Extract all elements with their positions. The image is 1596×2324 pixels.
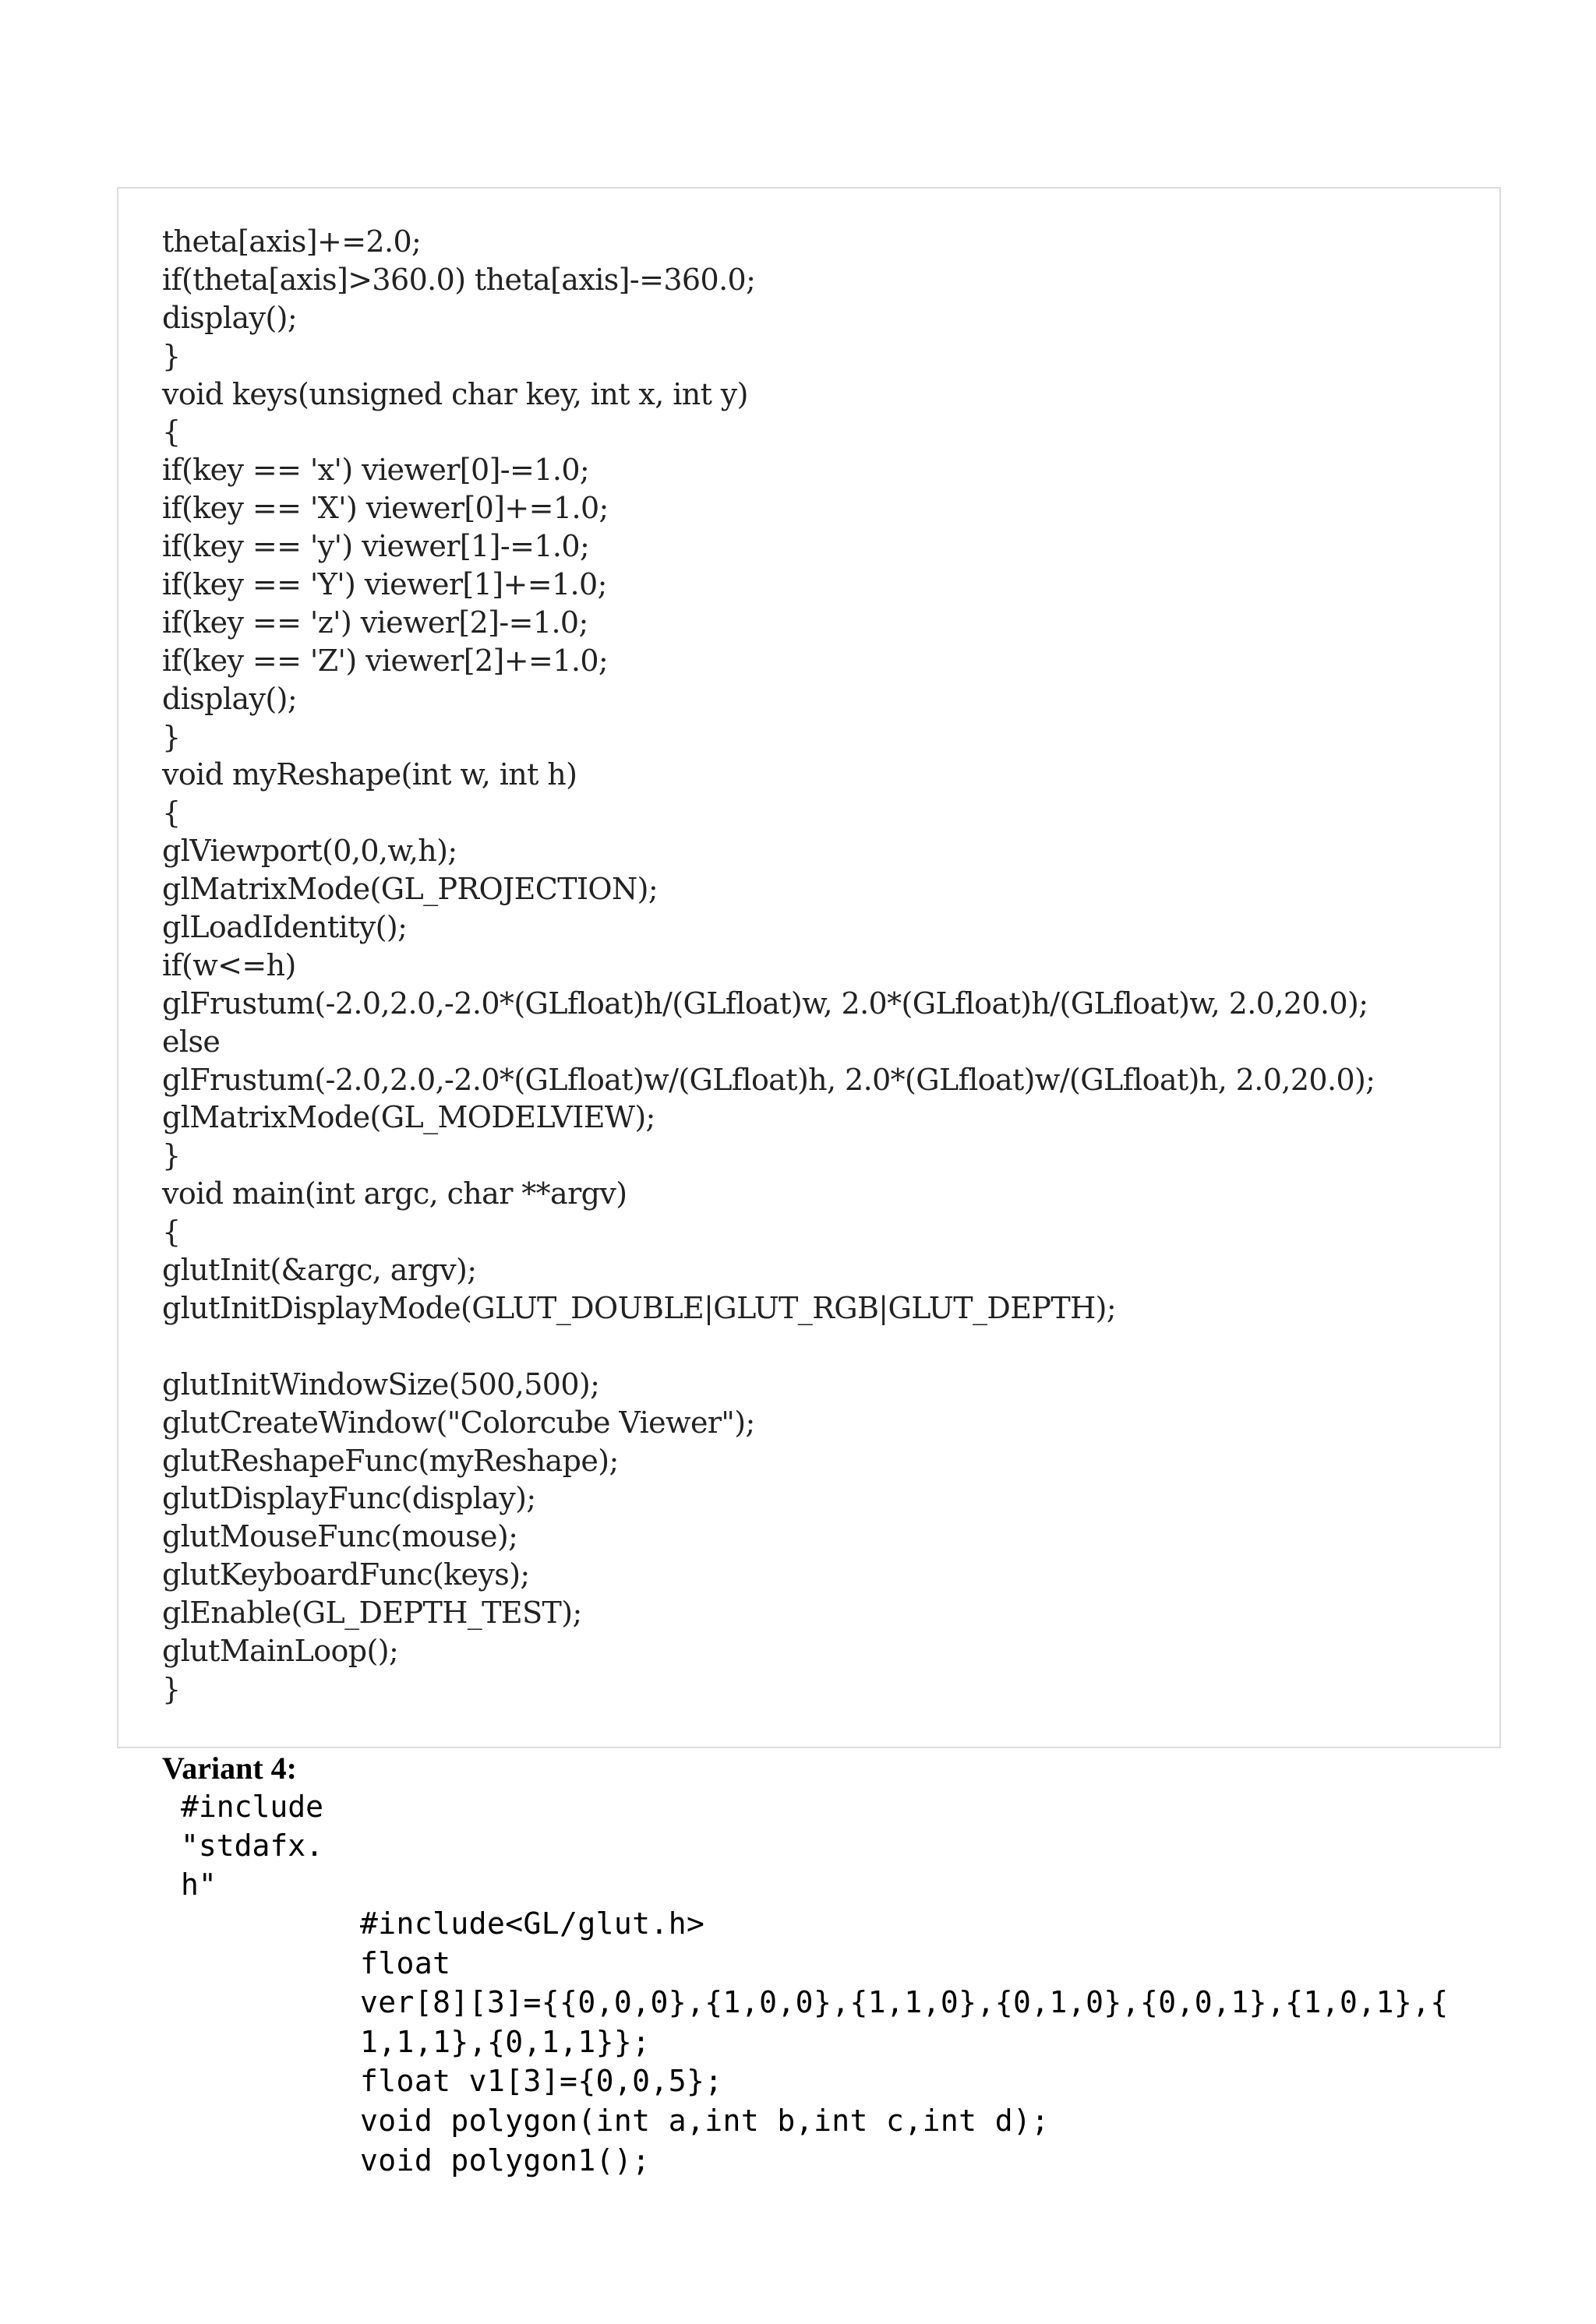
code-line: glFrustum(-2.0,2.0,-2.0*(GLfloat)h/(GLfloat)w, 2.0*(GLfloat)h/(GLfloat)w, 2.0,20.0); <box>162 986 1368 1021</box>
code-line: if(key == 'x') viewer[0]-=1.0; <box>162 453 590 488</box>
code-line: void keys(unsigned char key, int x, int y) <box>162 376 748 411</box>
code-line-blank <box>162 1328 1375 1366</box>
code-line: glutInit(&argc, argv); <box>162 1253 477 1288</box>
variant-code-line: #include<GL/glut.h> <box>360 1906 705 1941</box>
code-line: if(key == 'y') viewer[1]-=1.0; <box>162 529 590 564</box>
variant-code-line: float <box>360 1945 451 1980</box>
code-line: theta[axis]+=2.0; <box>162 224 422 259</box>
code-line: void main(int argc, char **argv) <box>162 1176 627 1211</box>
code-line: if(key == 'X') viewer[0]+=1.0; <box>162 491 609 526</box>
code-line: glutMainLoop(); <box>162 1633 399 1668</box>
code-line: glutInitDisplayMode(GLUT_DOUBLE|GLUT_RGB|GLUT_DEPTH); <box>162 1290 1117 1325</box>
variant-code-line: void polygon1(); <box>360 2142 651 2178</box>
variant-code-listing <box>360 1904 1449 2180</box>
code-line: } <box>162 719 181 754</box>
code-line: void myReshape(int w, int h) <box>162 757 577 792</box>
code-listing <box>162 223 1375 1709</box>
variant-heading: Variant 4: <box>162 1751 297 1786</box>
include-line: h" <box>181 1867 217 1902</box>
code-line: glLoadIdentity(); <box>162 910 408 945</box>
code-line: glutKeyboardFunc(keys); <box>162 1557 530 1592</box>
code-line: { <box>162 795 181 831</box>
code-line: if(key == 'z') viewer[2]-=1.0; <box>162 605 588 640</box>
code-line: display(); <box>162 300 298 335</box>
code-line: if(theta[axis]>360.0) theta[axis]-=360.0; <box>162 262 756 297</box>
code-line: else <box>162 1024 221 1059</box>
include-line: #include <box>181 1790 324 1824</box>
code-line: glutDisplayFunc(display); <box>162 1481 536 1516</box>
code-line: if(key == 'Y') viewer[1]+=1.0; <box>162 567 607 602</box>
code-line: glutReshapeFunc(myReshape); <box>162 1443 619 1478</box>
code-line: glFrustum(-2.0,2.0,-2.0*(GLfloat)w/(GLfloat)h, 2.0*(GLfloat)w/(GLfloat)h, 2.0,20.0); <box>162 1062 1375 1097</box>
code-line: glMatrixMode(GL_PROJECTION); <box>162 872 659 907</box>
include-directive <box>181 1787 323 1904</box>
code-line: if(key == 'Z') viewer[2]+=1.0; <box>162 643 609 678</box>
variant-code-line: void polygon(int a,int b,int c,int d); <box>360 2103 1050 2138</box>
variant-code-line: float v1[3]={0,0,5}; <box>360 2064 723 2099</box>
code-line: } <box>162 338 181 373</box>
code-line: if(w<=h) <box>162 947 296 982</box>
code-line: glMatrixMode(GL_MODELVIEW); <box>162 1100 655 1135</box>
code-line: glutCreateWindow("Colorcube Viewer"); <box>162 1405 755 1440</box>
code-line: { <box>162 414 181 450</box>
code-line: display(); <box>162 681 298 716</box>
code-line: glutMouseFunc(mouse); <box>162 1519 518 1554</box>
include-line: "stdafx. <box>181 1829 324 1863</box>
variant-code-line: ver[8][3]={{0,0,0},{1,0,0},{1,1,0},{0,1,0},{0,0,1},{1,0,1},{ <box>360 1985 1449 2020</box>
code-line: } <box>162 1138 181 1173</box>
code-line: glViewport(0,0,w,h); <box>162 834 457 869</box>
code-line: } <box>162 1671 181 1706</box>
variant-code-line: 1,1,1},{0,1,1}}; <box>360 2024 651 2059</box>
code-line: glEnable(GL_DEPTH_TEST); <box>162 1596 582 1631</box>
code-line: { <box>162 1215 181 1250</box>
code-line: glutInitWindowSize(500,500); <box>162 1367 600 1402</box>
